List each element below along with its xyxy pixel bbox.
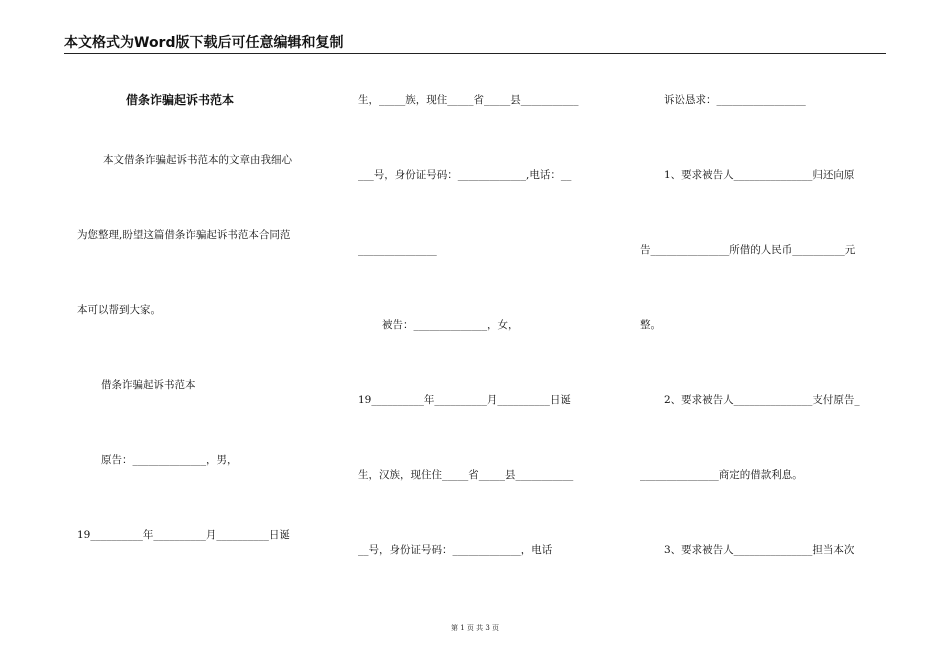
page-number: 第 1 页 共 3 页 <box>450 624 500 632</box>
paragraph-line: 告_______________所借的人民币__________元 <box>640 244 856 256</box>
claim-item: 2、要求被告人_______________支付原告_ <box>664 394 860 406</box>
paragraph-line: 生，汉族，现住住_____省_____县___________ <box>358 469 574 481</box>
document-title: 借条诈骗起诉书范本 <box>126 93 235 107</box>
birth-date-line: 19__________年__________月__________日诞 <box>77 529 290 541</box>
paragraph-line: 本文借条诈骗起诉书范本的文章由我细心 <box>103 154 292 166</box>
paragraph-line: ___号，身份证号码：_____________,电话：__ <box>358 169 572 181</box>
paragraph-line: 生，_____族，现住_____省_____县___________ <box>358 94 579 106</box>
defendant-line: 被告：______________，女， <box>382 319 519 331</box>
paragraph-line: _______________ <box>358 244 437 256</box>
header-divider <box>64 53 886 54</box>
paragraph-line: 为您整理,盼望这篇借条诈骗起诉书范本合同范 <box>77 229 291 241</box>
paragraph-line: 本可以帮到大家。 <box>77 304 161 316</box>
claim-item: 3、要求被告人_______________担当本次 <box>664 544 855 556</box>
paragraph-line: _______________商定的借款利息。 <box>640 469 803 481</box>
section-heading: 借条诈骗起诉书范本 <box>101 379 196 391</box>
plaintiff-line: 原告：______________，男， <box>101 454 238 466</box>
paragraph-line: __号，身份证号码：_____________，电话 <box>358 544 553 556</box>
birth-date-line: 19__________年__________月__________日诞 <box>358 394 571 406</box>
claims-heading: 诉讼恳求：_________________ <box>664 94 806 106</box>
document-header: 本文格式为Word版下载后可任意编辑和复制 <box>64 35 344 51</box>
paragraph-line: 整。 <box>640 319 661 331</box>
claim-item: 1、要求被告人_______________归还向原 <box>664 169 855 181</box>
